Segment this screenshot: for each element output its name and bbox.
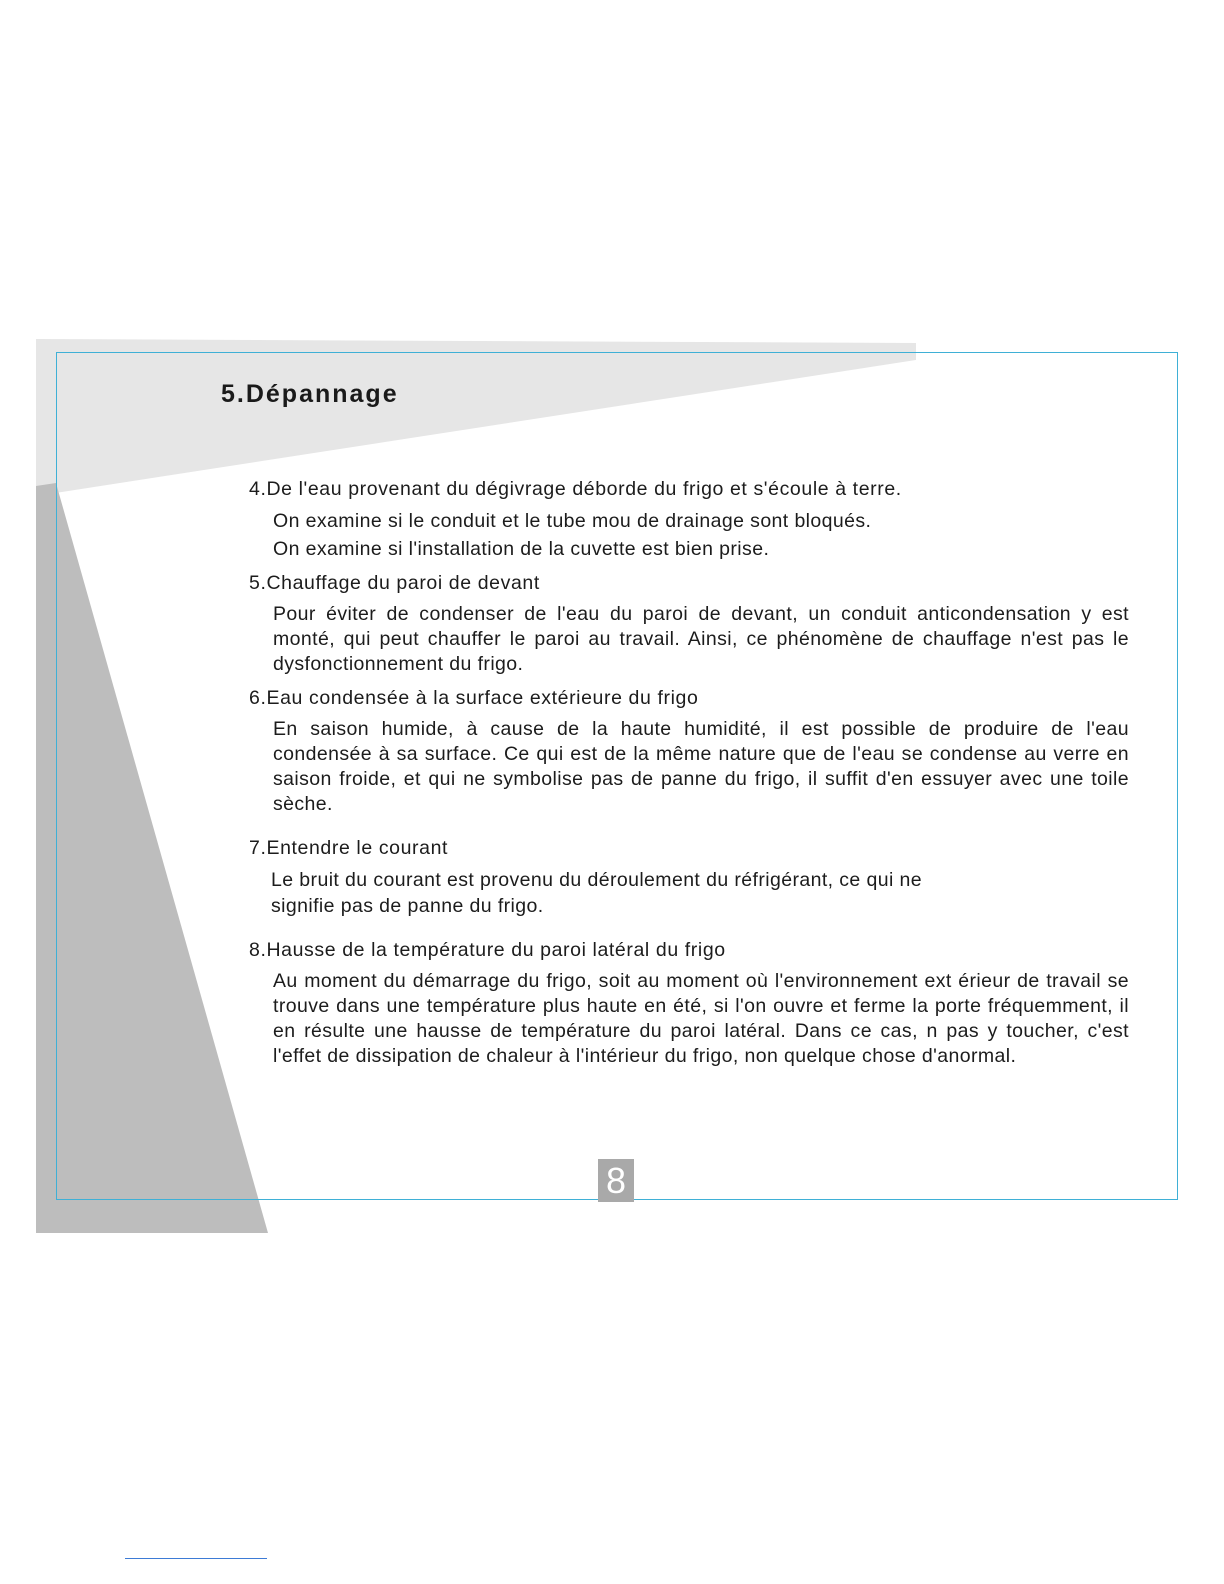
item-body: En saison humide, à cause de la haute humidité, il est possible de produire de l'eau condensée à sa surface. Ce qui est de la même nature que de l'eau se condense au verre en saison froide, et qui ne symbolise pas de panne du frigo, il suffit d'en essuyer avec une toile sèche.	[273, 718, 1129, 815]
troubleshooting-list	[249, 476, 1129, 1077]
troubleshooting-item	[249, 570, 1129, 677]
item-heading: 5.Chauffage du paroi de devant	[249, 572, 540, 594]
troubleshooting-item	[249, 835, 1129, 919]
item-line: On examine si le conduit et le tube mou de drainage sont bloqués.	[273, 510, 872, 532]
item-heading: 4.De l'eau provenant du dégivrage déborde du frigo et s'écoule à terre.	[249, 478, 902, 500]
section-title: 5.Dépannage	[221, 380, 399, 408]
item-line: Le bruit du courant est provenu du déroulement du réfrigérant, ce qui ne	[271, 869, 923, 891]
item-heading: 7.Entendre le courant	[249, 837, 449, 859]
troubleshooting-item	[249, 937, 1129, 1069]
item-body	[273, 508, 1129, 562]
troubleshooting-item	[249, 476, 1129, 562]
footer-rule	[125, 1558, 267, 1559]
item-line: signifie pas de panne du frigo.	[271, 895, 544, 917]
item-heading: 8.Hausse de la température du paroi latéral du frigo	[249, 939, 726, 961]
troubleshooting-item	[249, 685, 1129, 817]
item-body: Pour éviter de condenser de l'eau du paroi de devant, un conduit anticondensation y est monté, qui peut chauffer le paroi au travail. Ainsi, ce phénomène de chauffage n'est pas le dysfonctionnement du frigo.	[273, 603, 1129, 675]
item-line: On examine si l'installation de la cuvette est bien prise.	[273, 538, 770, 560]
item-heading: 6.Eau condensée à la surface extérieure du frigo	[249, 687, 699, 709]
item-body: Au moment du démarrage du frigo, soit au moment où l'environnement ext érieur de travail se trouve dans une température plus haute en été, si l'on ouvre et ferme la porte fréquemment, il en résulte une hausse de température du paroi latéral. Dans ce cas, n pas y toucher, c'est l'effet de dissipation de chaleur à l'intérieur du frigo, non quelque chose d'anormal.	[273, 970, 1129, 1067]
item-body	[271, 867, 1129, 919]
page-number: 8	[598, 1159, 634, 1202]
